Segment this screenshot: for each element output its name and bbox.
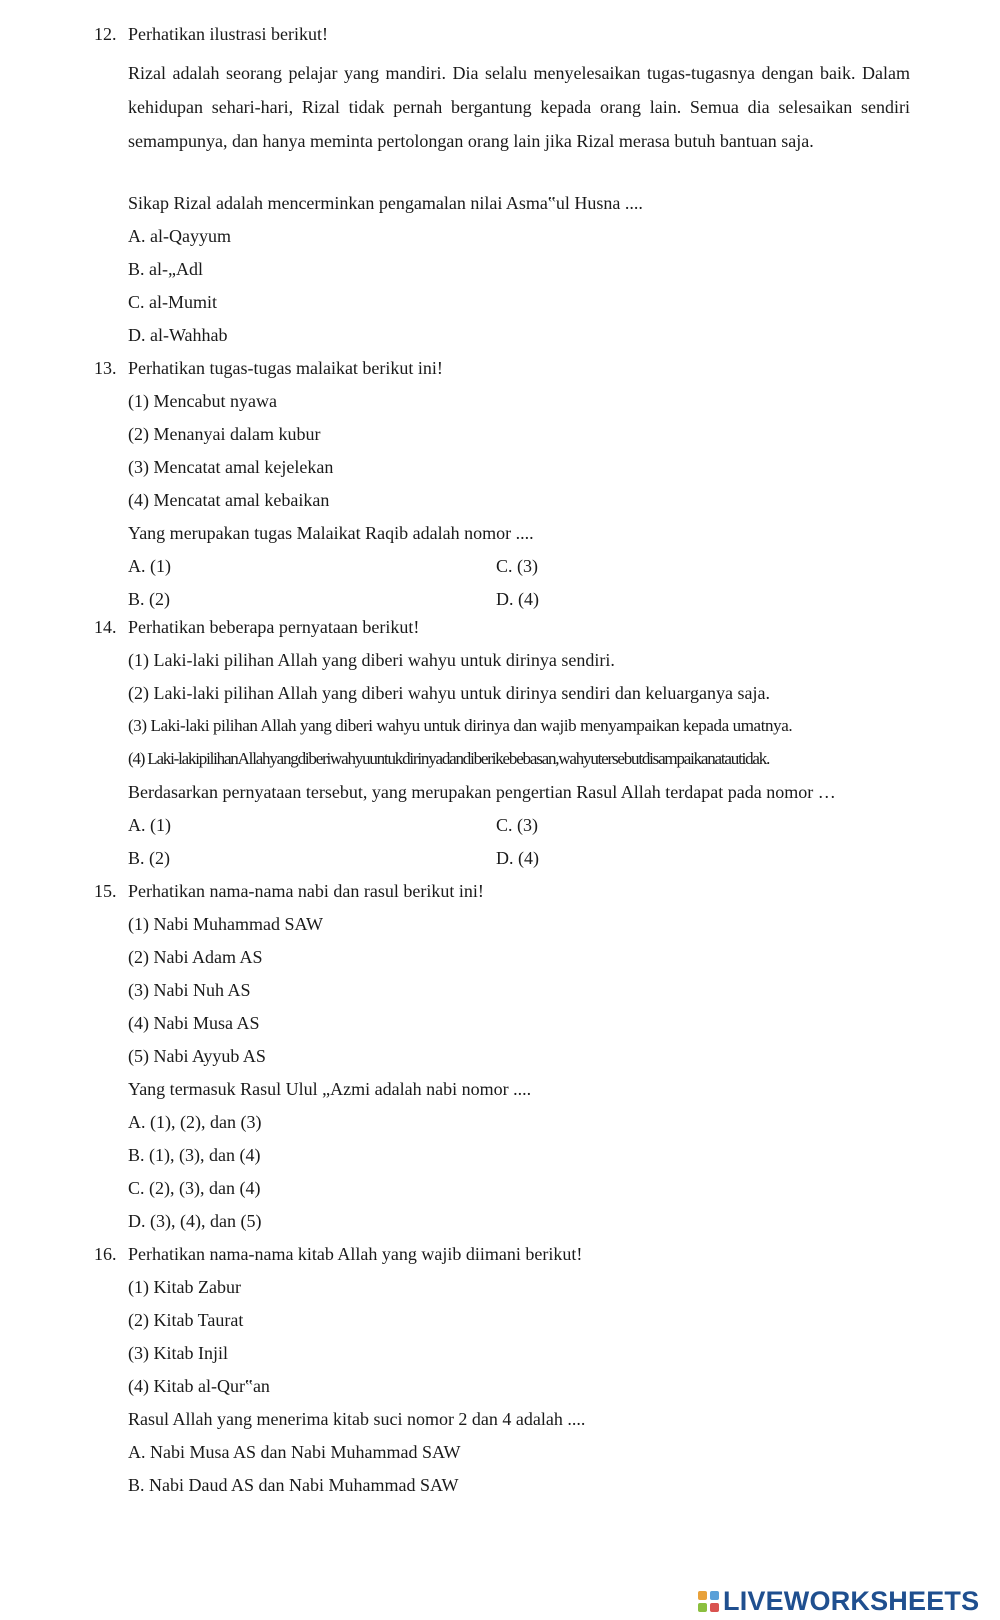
q13-option-a: A. (1) <box>128 556 171 576</box>
q12-prompt: Perhatikan ilustrasi berikut! <box>128 24 328 44</box>
q13-item-2: (2) Menanyai dalam kubur <box>128 424 321 444</box>
q14-item-2: (2) Laki-laki pilihan Allah yang diberi wahyu untuk dirinya sendiri dan keluarganya saja. <box>128 683 770 703</box>
q16-item-1: (1) Kitab Zabur <box>128 1277 241 1297</box>
q15-item-1: (1) Nabi Muhammad SAW <box>128 914 324 934</box>
q15-option-c: C. (2), (3), dan (4) <box>128 1178 261 1198</box>
liveworksheets-logo <box>698 1584 979 1618</box>
q13-item-3: (3) Mencatat amal kejelekan <box>128 457 334 477</box>
q14-item-4: (4) Laki-lakipilihanAllahyangdiberiwahyuuntukdirinyadandiberikebebasan,wahyutersebutdisampaikanatautidak. <box>128 749 770 768</box>
q16-number: 16. <box>94 1244 117 1264</box>
q15-option-a: A. (1), (2), dan (3) <box>128 1112 262 1132</box>
q13-item-4: (4) Mencatat amal kebaikan <box>128 490 330 510</box>
q15-item-4: (4) Nabi Musa AS <box>128 1013 260 1033</box>
logo-square-2 <box>710 1591 719 1600</box>
q15-option-b: B. (1), (3), dan (4) <box>128 1145 261 1165</box>
liveworksheets-logo-icon <box>698 1591 719 1612</box>
q13-option-d: D. (4) <box>496 589 539 609</box>
q13-question: Yang merupakan tugas Malaikat Raqib adalah nomor .... <box>128 523 534 543</box>
q16-option-b: B. Nabi Daud AS dan Nabi Muhammad SAW <box>128 1475 459 1495</box>
q13-prompt: Perhatikan tugas-tugas malaikat berikut ini! <box>128 358 443 378</box>
q12-question: Sikap Rizal adalah mencerminkan pengamalan nilai Asma‟ul Husna .... <box>128 193 643 213</box>
q15-item-2: (2) Nabi Adam AS <box>128 947 263 967</box>
q12-option-a: A. al-Qayyum <box>128 226 231 246</box>
q16-item-4: (4) Kitab al-Qur‟an <box>128 1376 270 1396</box>
q15-item-3: (3) Nabi Nuh AS <box>128 980 251 1000</box>
logo-square-4 <box>710 1603 719 1612</box>
q16-item-2: (2) Kitab Taurat <box>128 1310 244 1330</box>
q12-option-b: B. al-„Adl <box>128 259 203 279</box>
q14-option-b: B. (2) <box>128 848 170 868</box>
q12-option-d: D. al-Wahhab <box>128 325 228 345</box>
liveworksheets-brand: LIVEWORKSHEETS <box>723 1585 980 1616</box>
q14-option-a: A. (1) <box>128 815 171 835</box>
logo-square-1 <box>698 1591 707 1600</box>
q15-prompt: Perhatikan nama-nama nabi dan rasul berikut ini! <box>128 881 484 901</box>
q14-question: Berdasarkan pernyataan tersebut, yang merupakan pengertian Rasul Allah terdapat pada nomor … <box>128 782 836 802</box>
q14-option-c: C. (3) <box>496 815 538 835</box>
q12-number: 12. <box>94 24 117 44</box>
q14-item-3: (3) Laki-laki pilihan Allah yang diberi wahyu untuk dirinya dan wajib menyampaikan kepada umatnya. <box>128 716 793 735</box>
q15-number: 15. <box>94 881 117 901</box>
q13-number: 13. <box>94 358 117 378</box>
q14-prompt: Perhatikan beberapa pernyataan berikut! <box>128 617 420 637</box>
q16-item-3: (3) Kitab Injil <box>128 1343 228 1363</box>
q16-option-a: A. Nabi Musa AS dan Nabi Muhammad SAW <box>128 1442 461 1462</box>
q15-question: Yang termasuk Rasul Ulul „Azmi adalah nabi nomor .... <box>128 1079 532 1099</box>
q15-item-5: (5) Nabi Ayyub AS <box>128 1046 266 1066</box>
q12-story: Rizal adalah seorang pelajar yang mandiri. Dia selalu menyelesaikan tugas-tugasnya dengan baik. Dalam kehidupan sehari-hari, Rizal tidak pernah bergantung kepada orang lain. Semua dia selesaikan sendiri semampunya, dan hanya meminta pertolongan orang lain jika Rizal merasa butuh bantuan saja. <box>128 63 910 151</box>
q16-question: Rasul Allah yang menerima kitab suci nomor 2 dan 4 adalah .... <box>128 1409 586 1429</box>
q14-option-d: D. (4) <box>496 848 539 868</box>
q13-item-1: (1) Mencabut nyawa <box>128 391 277 411</box>
q14-item-1: (1) Laki-laki pilihan Allah yang diberi wahyu untuk dirinya sendiri. <box>128 650 615 670</box>
q13-option-c: C. (3) <box>496 556 538 576</box>
q12-option-c: C. al-Mumit <box>128 292 217 312</box>
q13-option-b: B. (2) <box>128 589 170 609</box>
q15-option-d: D. (3), (4), dan (5) <box>128 1211 262 1231</box>
logo-square-3 <box>698 1603 707 1612</box>
q14-number: 14. <box>94 617 117 637</box>
q16-prompt: Perhatikan nama-nama kitab Allah yang wajib diimani berikut! <box>128 1244 583 1264</box>
